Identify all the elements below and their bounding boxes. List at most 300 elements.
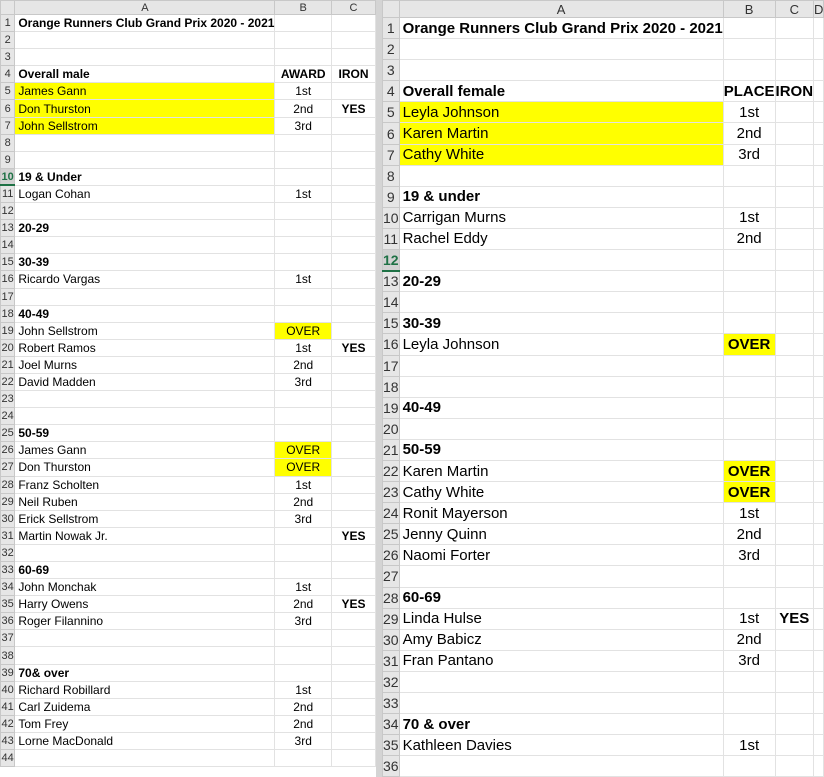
cell-a[interactable]: 70 & over bbox=[399, 714, 723, 735]
cell-c[interactable] bbox=[332, 271, 376, 288]
row-header[interactable]: 5 bbox=[383, 102, 400, 123]
cell-a[interactable]: Leyla Johnson bbox=[399, 334, 723, 355]
cell-b[interactable]: 2nd bbox=[275, 493, 332, 510]
cell-b[interactable] bbox=[275, 151, 332, 168]
cell-c[interactable] bbox=[332, 510, 376, 527]
cell-a[interactable] bbox=[15, 630, 275, 647]
cell-a[interactable] bbox=[399, 355, 723, 376]
row-header[interactable]: 9 bbox=[383, 186, 400, 207]
cell-a[interactable]: Neil Ruben bbox=[15, 493, 275, 510]
cell-a[interactable] bbox=[15, 544, 275, 561]
cell-b[interactable]: 2nd bbox=[723, 524, 775, 545]
cell-b[interactable] bbox=[275, 203, 332, 220]
cell-c[interactable] bbox=[775, 186, 814, 207]
cell-b[interactable] bbox=[275, 647, 332, 664]
cell-a[interactable] bbox=[15, 647, 275, 664]
cell-b[interactable] bbox=[723, 714, 775, 735]
cell-d[interactable] bbox=[814, 608, 824, 629]
cell-c[interactable] bbox=[332, 220, 376, 237]
cell-c[interactable] bbox=[332, 322, 376, 339]
cell-d[interactable] bbox=[814, 714, 824, 735]
cell-a[interactable]: Joel Murns bbox=[15, 356, 275, 373]
cell-a[interactable] bbox=[15, 237, 275, 254]
cell-b[interactable] bbox=[723, 376, 775, 397]
row-header[interactable]: 33 bbox=[383, 693, 400, 714]
cell-c[interactable] bbox=[332, 185, 376, 202]
cell-c[interactable] bbox=[775, 250, 814, 271]
cell-b[interactable] bbox=[723, 165, 775, 186]
cell-b[interactable] bbox=[275, 254, 332, 271]
cell-b[interactable]: AWARD bbox=[275, 66, 332, 83]
cell-a[interactable]: John Sellstrom bbox=[15, 117, 275, 134]
cell-c[interactable] bbox=[332, 15, 376, 32]
cell-b[interactable]: 3rd bbox=[723, 650, 775, 671]
cell-b[interactable]: 1st bbox=[275, 476, 332, 493]
column-header-a[interactable]: A bbox=[15, 1, 275, 15]
row-header[interactable]: 13 bbox=[383, 271, 400, 292]
cell-b[interactable] bbox=[723, 292, 775, 313]
cell-c[interactable] bbox=[775, 313, 814, 334]
cell-a[interactable]: 30-39 bbox=[15, 254, 275, 271]
row-header[interactable]: 24 bbox=[383, 503, 400, 524]
cell-c[interactable] bbox=[332, 203, 376, 220]
cell-d[interactable] bbox=[814, 418, 824, 439]
cell-b[interactable]: 1st bbox=[275, 83, 332, 100]
cell-a[interactable] bbox=[15, 408, 275, 425]
row-header[interactable]: 37 bbox=[1, 630, 15, 647]
cell-c[interactable] bbox=[332, 476, 376, 493]
cell-b[interactable] bbox=[275, 288, 332, 305]
cell-b[interactable] bbox=[723, 397, 775, 418]
cell-c[interactable] bbox=[332, 630, 376, 647]
cell-b[interactable]: OVER bbox=[275, 459, 332, 476]
cell-b[interactable] bbox=[723, 39, 775, 60]
row-header[interactable]: 28 bbox=[383, 587, 400, 608]
row-header[interactable]: 8 bbox=[1, 134, 15, 151]
select-all-corner[interactable] bbox=[383, 1, 400, 18]
row-header[interactable]: 6 bbox=[383, 123, 400, 144]
row-header[interactable]: 1 bbox=[383, 18, 400, 39]
cell-a[interactable]: Ricardo Vargas bbox=[15, 271, 275, 288]
cell-c[interactable] bbox=[332, 442, 376, 459]
cell-a[interactable]: David Madden bbox=[15, 373, 275, 390]
cell-c[interactable] bbox=[775, 735, 814, 756]
row-header[interactable]: 22 bbox=[1, 373, 15, 390]
cell-b[interactable]: OVER bbox=[275, 442, 332, 459]
cell-a[interactable] bbox=[399, 165, 723, 186]
cell-d[interactable] bbox=[814, 18, 824, 39]
cell-d[interactable] bbox=[814, 271, 824, 292]
cell-c[interactable] bbox=[332, 750, 376, 767]
cell-b[interactable] bbox=[723, 566, 775, 587]
cell-a[interactable] bbox=[399, 566, 723, 587]
cell-b[interactable] bbox=[723, 250, 775, 271]
cell-c[interactable] bbox=[332, 613, 376, 630]
cell-c[interactable] bbox=[775, 418, 814, 439]
cell-a[interactable]: Fran Pantano bbox=[399, 650, 723, 671]
cell-b[interactable]: 1st bbox=[275, 185, 332, 202]
row-header[interactable]: 32 bbox=[383, 671, 400, 692]
row-header[interactable]: 15 bbox=[383, 313, 400, 334]
row-header[interactable]: 16 bbox=[383, 334, 400, 355]
column-header-a[interactable]: A bbox=[399, 1, 723, 18]
cell-b[interactable]: 2nd bbox=[275, 698, 332, 715]
cell-b[interactable] bbox=[723, 671, 775, 692]
cell-b[interactable]: 3rd bbox=[275, 373, 332, 390]
cell-d[interactable] bbox=[814, 102, 824, 123]
row-header[interactable]: 8 bbox=[383, 165, 400, 186]
cell-d[interactable] bbox=[814, 250, 824, 271]
cell-a[interactable]: Roger Filannino bbox=[15, 613, 275, 630]
cell-a[interactable]: Overall female bbox=[399, 81, 723, 102]
cell-d[interactable] bbox=[814, 376, 824, 397]
cell-b[interactable] bbox=[275, 49, 332, 66]
cell-c[interactable] bbox=[332, 49, 376, 66]
row-header[interactable]: 19 bbox=[1, 322, 15, 339]
select-all-corner[interactable] bbox=[1, 1, 15, 15]
cell-c[interactable] bbox=[332, 647, 376, 664]
cell-b[interactable] bbox=[723, 355, 775, 376]
row-header[interactable]: 15 bbox=[1, 254, 15, 271]
row-header[interactable]: 16 bbox=[1, 271, 15, 288]
cell-a[interactable]: Lorne MacDonald bbox=[15, 732, 275, 749]
cell-c[interactable] bbox=[775, 18, 814, 39]
cell-b[interactable]: 2nd bbox=[275, 356, 332, 373]
cell-b[interactable]: 3rd bbox=[723, 144, 775, 165]
cell-b[interactable]: 1st bbox=[723, 735, 775, 756]
cell-a[interactable]: Richard Robillard bbox=[15, 681, 275, 698]
cell-d[interactable] bbox=[814, 629, 824, 650]
cell-b[interactable] bbox=[275, 168, 332, 185]
cell-c[interactable]: IRON bbox=[775, 81, 814, 102]
cell-d[interactable] bbox=[814, 693, 824, 714]
cell-c[interactable] bbox=[775, 165, 814, 186]
row-header[interactable]: 21 bbox=[383, 439, 400, 460]
cell-c[interactable] bbox=[775, 460, 814, 481]
cell-a[interactable] bbox=[399, 671, 723, 692]
row-header[interactable]: 29 bbox=[383, 608, 400, 629]
column-header-c[interactable]: C bbox=[332, 1, 376, 15]
cell-b[interactable]: 1st bbox=[275, 271, 332, 288]
row-header[interactable]: 35 bbox=[383, 735, 400, 756]
row-header[interactable]: 9 bbox=[1, 151, 15, 168]
cell-d[interactable] bbox=[814, 39, 824, 60]
cell-c[interactable] bbox=[775, 60, 814, 81]
cell-c[interactable] bbox=[775, 714, 814, 735]
cell-c[interactable] bbox=[775, 292, 814, 313]
cell-d[interactable] bbox=[814, 355, 824, 376]
cell-a[interactable]: Erick Sellstrom bbox=[15, 510, 275, 527]
cell-a[interactable]: Kathleen Davies bbox=[399, 735, 723, 756]
cell-b[interactable] bbox=[275, 32, 332, 49]
cell-d[interactable] bbox=[814, 566, 824, 587]
cell-c[interactable]: IRON bbox=[332, 66, 376, 83]
row-header[interactable]: 18 bbox=[383, 376, 400, 397]
cell-c[interactable]: YES bbox=[332, 527, 376, 544]
row-header[interactable]: 42 bbox=[1, 715, 15, 732]
cell-a[interactable]: Orange Runners Club Grand Prix 2020 - 2021 bbox=[399, 18, 723, 39]
cell-c[interactable] bbox=[775, 376, 814, 397]
cell-a[interactable]: Carl Zuidema bbox=[15, 698, 275, 715]
cell-d[interactable] bbox=[814, 503, 824, 524]
cell-a[interactable]: Cathy White bbox=[399, 482, 723, 503]
row-header[interactable]: 18 bbox=[1, 305, 15, 322]
row-header[interactable]: 2 bbox=[383, 39, 400, 60]
cell-c[interactable] bbox=[332, 237, 376, 254]
cell-a[interactable]: Jenny Quinn bbox=[399, 524, 723, 545]
cell-b[interactable] bbox=[723, 756, 775, 777]
row-header[interactable]: 20 bbox=[383, 418, 400, 439]
cell-c[interactable] bbox=[775, 334, 814, 355]
cell-a[interactable]: James Gann bbox=[15, 442, 275, 459]
cell-c[interactable] bbox=[775, 587, 814, 608]
row-header[interactable]: 40 bbox=[1, 681, 15, 698]
cell-a[interactable]: John Monchak bbox=[15, 579, 275, 596]
cell-c[interactable] bbox=[332, 664, 376, 681]
row-header[interactable]: 27 bbox=[383, 566, 400, 587]
cell-b[interactable]: 1st bbox=[275, 681, 332, 698]
cell-c[interactable] bbox=[332, 134, 376, 151]
cell-b[interactable]: OVER bbox=[275, 322, 332, 339]
row-header[interactable]: 30 bbox=[383, 629, 400, 650]
cell-b[interactable] bbox=[723, 18, 775, 39]
cell-b[interactable] bbox=[723, 271, 775, 292]
cell-c[interactable] bbox=[775, 207, 814, 228]
cell-a[interactable]: Rachel Eddy bbox=[399, 228, 723, 249]
cell-a[interactable]: Robert Ramos bbox=[15, 339, 275, 356]
cell-c[interactable] bbox=[775, 102, 814, 123]
cell-c[interactable] bbox=[775, 39, 814, 60]
cell-c[interactable] bbox=[775, 671, 814, 692]
row-header[interactable]: 3 bbox=[1, 49, 15, 66]
cell-b[interactable]: OVER bbox=[723, 334, 775, 355]
row-header[interactable]: 22 bbox=[383, 460, 400, 481]
cell-b[interactable] bbox=[275, 305, 332, 322]
row-header[interactable]: 17 bbox=[1, 288, 15, 305]
row-header[interactable]: 25 bbox=[383, 524, 400, 545]
cell-d[interactable] bbox=[814, 671, 824, 692]
row-header[interactable]: 36 bbox=[383, 756, 400, 777]
row-header[interactable]: 26 bbox=[1, 442, 15, 459]
cell-a[interactable] bbox=[15, 288, 275, 305]
row-header[interactable]: 17 bbox=[383, 355, 400, 376]
cell-d[interactable] bbox=[814, 482, 824, 503]
cell-a[interactable] bbox=[15, 750, 275, 767]
cell-c[interactable] bbox=[775, 693, 814, 714]
cell-b[interactable]: 3rd bbox=[275, 117, 332, 134]
cell-c[interactable] bbox=[775, 355, 814, 376]
cell-b[interactable] bbox=[275, 527, 332, 544]
cell-c[interactable] bbox=[332, 681, 376, 698]
cell-a[interactable]: Leyla Johnson bbox=[399, 102, 723, 123]
cell-d[interactable] bbox=[814, 756, 824, 777]
row-header[interactable]: 4 bbox=[383, 81, 400, 102]
cell-b[interactable]: 2nd bbox=[275, 596, 332, 613]
row-header[interactable]: 36 bbox=[1, 613, 15, 630]
row-header[interactable]: 14 bbox=[1, 237, 15, 254]
cell-d[interactable] bbox=[814, 123, 824, 144]
cell-b[interactable]: 1st bbox=[275, 339, 332, 356]
cell-c[interactable] bbox=[775, 397, 814, 418]
row-header[interactable]: 25 bbox=[1, 425, 15, 442]
cell-a[interactable]: 20-29 bbox=[15, 220, 275, 237]
cell-b[interactable] bbox=[275, 15, 332, 32]
row-header[interactable]: 41 bbox=[1, 698, 15, 715]
cell-a[interactable]: Don Thurston bbox=[15, 100, 275, 117]
cell-a[interactable] bbox=[399, 418, 723, 439]
cell-c[interactable] bbox=[332, 493, 376, 510]
cell-b[interactable] bbox=[723, 186, 775, 207]
cell-b[interactable] bbox=[275, 544, 332, 561]
cell-d[interactable] bbox=[814, 460, 824, 481]
row-header[interactable]: 23 bbox=[383, 482, 400, 503]
cell-a[interactable]: Amy Babicz bbox=[399, 629, 723, 650]
cell-c[interactable] bbox=[332, 544, 376, 561]
cell-d[interactable] bbox=[814, 439, 824, 460]
cell-a[interactable] bbox=[399, 756, 723, 777]
cell-c[interactable] bbox=[332, 698, 376, 715]
cell-b[interactable] bbox=[275, 134, 332, 151]
cell-a[interactable] bbox=[399, 60, 723, 81]
cell-a[interactable]: 40-49 bbox=[399, 397, 723, 418]
cell-b[interactable]: 2nd bbox=[723, 228, 775, 249]
cell-a[interactable]: 60-69 bbox=[15, 562, 275, 579]
cell-c[interactable] bbox=[332, 254, 376, 271]
cell-d[interactable] bbox=[814, 186, 824, 207]
cell-c[interactable] bbox=[332, 425, 376, 442]
cell-b[interactable]: 3rd bbox=[275, 510, 332, 527]
cell-d[interactable] bbox=[814, 735, 824, 756]
cell-c[interactable] bbox=[775, 503, 814, 524]
cell-a[interactable] bbox=[399, 693, 723, 714]
cell-d[interactable] bbox=[814, 587, 824, 608]
cell-a[interactable]: Tom Frey bbox=[15, 715, 275, 732]
cell-a[interactable] bbox=[15, 134, 275, 151]
cell-c[interactable] bbox=[775, 123, 814, 144]
cell-c[interactable] bbox=[332, 32, 376, 49]
cell-b[interactable]: 1st bbox=[723, 503, 775, 524]
cell-a[interactable] bbox=[15, 151, 275, 168]
row-header[interactable]: 10 bbox=[1, 168, 15, 185]
cell-a[interactable]: 50-59 bbox=[15, 425, 275, 442]
cell-b[interactable]: 3rd bbox=[275, 613, 332, 630]
row-header[interactable]: 29 bbox=[1, 493, 15, 510]
cell-c[interactable] bbox=[775, 650, 814, 671]
column-header-c[interactable]: C bbox=[775, 1, 814, 18]
row-header[interactable]: 20 bbox=[1, 339, 15, 356]
cell-b[interactable]: 2nd bbox=[275, 100, 332, 117]
row-header[interactable]: 10 bbox=[383, 207, 400, 228]
cell-b[interactable]: 1st bbox=[723, 102, 775, 123]
cell-a[interactable]: Linda Hulse bbox=[399, 608, 723, 629]
cell-b[interactable]: PLACE bbox=[723, 81, 775, 102]
row-header[interactable]: 44 bbox=[1, 750, 15, 767]
row-header[interactable]: 31 bbox=[383, 650, 400, 671]
cell-a[interactable] bbox=[399, 250, 723, 271]
cell-c[interactable] bbox=[332, 83, 376, 100]
cell-c[interactable] bbox=[332, 151, 376, 168]
cell-c[interactable] bbox=[332, 356, 376, 373]
cell-d[interactable] bbox=[814, 397, 824, 418]
row-header[interactable]: 31 bbox=[1, 527, 15, 544]
row-header[interactable]: 39 bbox=[1, 664, 15, 681]
cell-d[interactable] bbox=[814, 334, 824, 355]
cell-a[interactable]: Harry Owens bbox=[15, 596, 275, 613]
cell-d[interactable] bbox=[814, 144, 824, 165]
cell-a[interactable]: Orange Runners Club Grand Prix 2020 - 2021 bbox=[15, 15, 275, 32]
cell-c[interactable] bbox=[332, 305, 376, 322]
cell-b[interactable]: 3rd bbox=[275, 732, 332, 749]
cell-d[interactable] bbox=[814, 228, 824, 249]
row-header[interactable]: 34 bbox=[383, 714, 400, 735]
cell-a[interactable]: Overall male bbox=[15, 66, 275, 83]
row-header[interactable]: 1 bbox=[1, 15, 15, 32]
cell-a[interactable]: Carrigan Murns bbox=[399, 207, 723, 228]
cell-b[interactable] bbox=[723, 60, 775, 81]
row-header[interactable]: 4 bbox=[1, 66, 15, 83]
cell-a[interactable]: 60-69 bbox=[399, 587, 723, 608]
cell-b[interactable]: 2nd bbox=[275, 715, 332, 732]
row-header[interactable]: 32 bbox=[1, 544, 15, 561]
cell-c[interactable] bbox=[775, 482, 814, 503]
cell-a[interactable]: Don Thurston bbox=[15, 459, 275, 476]
cell-c[interactable] bbox=[775, 545, 814, 566]
cell-c[interactable] bbox=[332, 459, 376, 476]
cell-c[interactable] bbox=[775, 439, 814, 460]
cell-c[interactable] bbox=[775, 524, 814, 545]
cell-c[interactable] bbox=[332, 408, 376, 425]
cell-b[interactable] bbox=[275, 237, 332, 254]
row-header[interactable]: 33 bbox=[1, 562, 15, 579]
row-header[interactable]: 11 bbox=[383, 228, 400, 249]
column-header-b[interactable]: B bbox=[275, 1, 332, 15]
cell-c[interactable] bbox=[775, 756, 814, 777]
cell-d[interactable] bbox=[814, 81, 824, 102]
row-header[interactable]: 2 bbox=[1, 32, 15, 49]
cell-c[interactable]: YES bbox=[332, 100, 376, 117]
row-header[interactable]: 34 bbox=[1, 579, 15, 596]
cell-b[interactable]: 2nd bbox=[723, 123, 775, 144]
row-header[interactable]: 7 bbox=[383, 144, 400, 165]
cell-a[interactable]: Karen Martin bbox=[399, 460, 723, 481]
cell-a[interactable] bbox=[399, 292, 723, 313]
cell-a[interactable]: 19 & Under bbox=[15, 168, 275, 185]
row-header[interactable]: 3 bbox=[383, 60, 400, 81]
cell-c[interactable] bbox=[775, 144, 814, 165]
cell-c[interactable] bbox=[775, 629, 814, 650]
cell-a[interactable]: 50-59 bbox=[399, 439, 723, 460]
cell-d[interactable] bbox=[814, 165, 824, 186]
column-header-d[interactable]: D bbox=[814, 1, 824, 17]
cell-c[interactable] bbox=[775, 566, 814, 587]
cell-c[interactable] bbox=[332, 732, 376, 749]
row-header[interactable]: 27 bbox=[1, 459, 15, 476]
cell-c[interactable] bbox=[775, 271, 814, 292]
cell-a[interactable] bbox=[15, 49, 275, 66]
cell-a[interactable]: 30-39 bbox=[399, 313, 723, 334]
cell-c[interactable] bbox=[332, 579, 376, 596]
row-header[interactable]: 14 bbox=[383, 292, 400, 313]
cell-a[interactable]: 40-49 bbox=[15, 305, 275, 322]
cell-a[interactable] bbox=[399, 376, 723, 397]
column-header-b[interactable]: B bbox=[723, 1, 775, 18]
cell-a[interactable] bbox=[399, 39, 723, 60]
row-header[interactable]: 30 bbox=[1, 510, 15, 527]
row-header[interactable]: 26 bbox=[383, 545, 400, 566]
cell-a[interactable]: John Sellstrom bbox=[15, 322, 275, 339]
cell-b[interactable] bbox=[723, 439, 775, 460]
row-header[interactable]: 7 bbox=[1, 117, 15, 134]
